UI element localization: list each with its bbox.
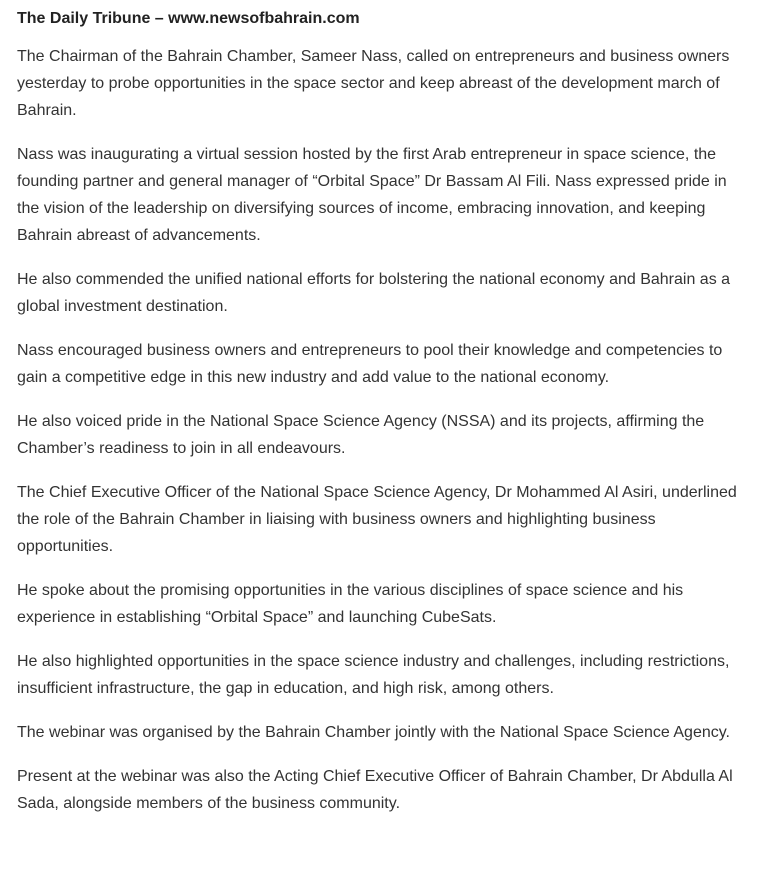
article-paragraph: Nass encouraged business owners and entrepreneurs to pool their knowledge and competencies to gain a competitive edge in this new industry and add value to the national economy. [17, 342, 723, 386]
article-paragraph: He also highlighted opportunities in the space science industry and challenges, including restrictions, insufficient infrastructure, the gap in education, and high risk, among others. [17, 653, 730, 697]
article-paragraph: Present at the webinar was also the Acting Chief Executive Officer of Bahrain Chamber, Dr Abdulla Al Sada, alongside members of the business community. [17, 768, 733, 812]
article-headline: The Daily Tribune – www.newsofbahrain.com [17, 10, 360, 27]
article-paragraph: He also voiced pride in the National Space Science Agency (NSSA) and its projects, affirming the Chamber’s readiness to join in all endeavours. [17, 413, 705, 457]
article-paragraph: The Chief Executive Officer of the National Space Science Agency, Dr Mohammed Al Asiri, underlined the role of the Bahrain Chamber in liaising with business owners and highlighting business opportunities. [17, 484, 737, 555]
article-paragraph: He also commended the unified national efforts for bolstering the national economy and Bahrain as a global investment destination. [17, 271, 731, 315]
article-paragraph: The webinar was organised by the Bahrain Chamber jointly with the National Space Science Agency. [17, 724, 730, 741]
article-paragraph: The Chairman of the Bahrain Chamber, Sameer Nass, called on entrepreneurs and business owners yesterday to probe opportunities in the space sector and keep abreast of the development march of Bahrain. [17, 48, 730, 119]
article-paragraph: Nass was inaugurating a virtual session hosted by the first Arab entrepreneur in space science, the founding partner and general manager of “Orbital Space” Dr Bassam Al Fili. Nass expressed pride in the vision of the leadership on diversifying sources of income, embracing innovation, and keeping Bahrain abreast of advancements. [17, 146, 727, 244]
article-paragraph: He spoke about the promising opportunities in the various disciplines of space science and his experience in establishing “Orbital Space” and launching CubeSats. [17, 582, 684, 626]
